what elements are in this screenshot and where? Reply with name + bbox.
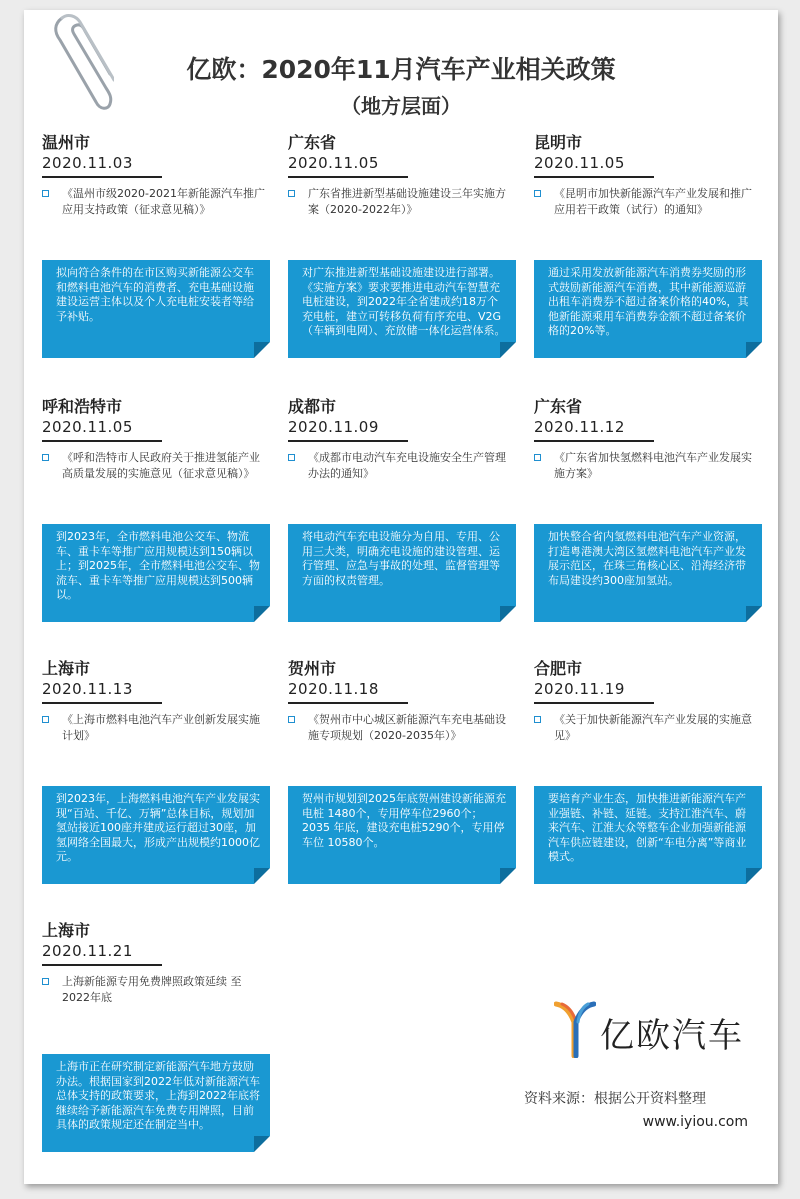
policy-summary-box xyxy=(42,260,270,358)
policy-summary: 贺州市规划到2025年底贺州建设新能源充电桩 1480个，专用停车位2960个；2035 年底，建设充电桩5290个，专用停车位 10580个。 xyxy=(302,792,506,849)
page-fold-icon xyxy=(254,1136,270,1152)
policy-summary-box xyxy=(42,1054,270,1152)
policy-date: 2020.11.19 xyxy=(534,680,625,698)
policy-city: 广东省 xyxy=(534,397,583,416)
policy-summary-box xyxy=(534,524,762,622)
square-bullet-icon xyxy=(42,190,49,197)
square-bullet-icon xyxy=(288,190,295,197)
policy-summary: 将电动汽车充电设施分为自用、专用、公用三大类，明确充电设施的建设管理、运行管理、应急与事故的处理、监督管理等方面的权责管理。 xyxy=(302,530,500,587)
date-underline xyxy=(42,702,162,704)
policy-date: 2020.11.05 xyxy=(534,154,625,172)
policy-city: 上海市 xyxy=(42,659,91,678)
page-fold-icon xyxy=(254,606,270,622)
policy-city: 上海市 xyxy=(42,921,91,940)
policy-document xyxy=(534,712,758,744)
policy-summary-box xyxy=(288,524,516,622)
logo-y-icon xyxy=(554,1000,596,1058)
policy-summary: 上海市正在研究制定新能源汽车地方鼓励办法。根据国家到2022年低对新能源汽车总体支持的政策要求，上海到2022年底将继续给予新能源汽车免费专用牌照，目前具体的政策规定还在制定当中。 xyxy=(56,1060,260,1131)
page-fold-icon xyxy=(254,342,270,358)
date-underline xyxy=(42,964,162,966)
policy-document-title: 《昆明市加快新能源汽车产业发展和推广应用若干政策（试行）的通知》 xyxy=(554,187,752,216)
square-bullet-icon xyxy=(288,716,295,723)
policy-document-title: 广东省推进新型基础设施建设三年实施方案（2020-2022年）》 xyxy=(308,187,506,216)
policy-date: 2020.11.09 xyxy=(288,418,379,436)
date-underline xyxy=(288,176,408,178)
policy-date: 2020.11.18 xyxy=(288,680,379,698)
website-link[interactable]: www.iyiou.com xyxy=(642,1114,748,1130)
page-fold-icon xyxy=(254,868,270,884)
policy-document xyxy=(534,186,758,218)
policy-card xyxy=(42,130,274,385)
policy-date: 2020.11.03 xyxy=(42,154,133,172)
policy-date: 2020.11.12 xyxy=(534,418,625,436)
policy-document-title: 《温州市级2020-2021年新能源汽车推广应用支持政策（征求意见稿）》 xyxy=(62,187,265,216)
policy-summary-box xyxy=(288,260,516,358)
policy-date: 2020.11.21 xyxy=(42,942,133,960)
policy-document-title: 《上海市燃料电池汽车产业创新发展实施计划》 xyxy=(62,713,260,742)
policy-card xyxy=(42,394,274,649)
policy-city: 昆明市 xyxy=(534,133,583,152)
policy-summary: 对广东推进新型基础设施建设进行部署。《实施方案》要求要推进电动汽车智慧充电桩建设，到2022年全省建成约18万个充电桩，建立可转移负荷有序充电、V2G（车辆到电网）、充放储一体化运营体系。 xyxy=(302,266,506,337)
policy-summary-box xyxy=(42,786,270,884)
policy-summary-box xyxy=(534,786,762,884)
policy-date: 2020.11.05 xyxy=(288,154,379,172)
date-underline xyxy=(288,702,408,704)
policy-city: 温州市 xyxy=(42,133,91,152)
policy-date: 2020.11.13 xyxy=(42,680,133,698)
policy-document-title: 上海新能源专用免费牌照政策延续 至2022年底 xyxy=(62,975,242,1004)
page-fold-icon xyxy=(746,606,762,622)
policy-summary: 拟向符合条件的在市区购买新能源公交车和燃料电池汽车的消费者、充电基础设施建设运营主体以及个人充电桩安装者等给予补贴。 xyxy=(56,266,254,323)
iyiou-auto-logo xyxy=(554,1000,754,1060)
policy-city: 合肥市 xyxy=(534,659,583,678)
source-note: 资料来源：根据公开资料整理 xyxy=(524,1091,706,1107)
policy-card xyxy=(534,130,766,385)
page-fold-icon xyxy=(746,342,762,358)
policy-summary-box xyxy=(42,524,270,622)
policy-document xyxy=(42,186,266,218)
policy-card xyxy=(42,656,274,911)
page-fold-icon xyxy=(500,868,516,884)
date-underline xyxy=(42,440,162,442)
policy-city: 贺州市 xyxy=(288,659,337,678)
square-bullet-icon xyxy=(42,978,49,985)
square-bullet-icon xyxy=(288,454,295,461)
policy-city: 成都市 xyxy=(288,397,337,416)
square-bullet-icon xyxy=(42,716,49,723)
square-bullet-icon xyxy=(534,190,541,197)
policy-summary-box xyxy=(534,260,762,358)
policy-sheet xyxy=(24,10,778,1184)
policy-document xyxy=(288,186,512,218)
policy-document xyxy=(42,974,266,1006)
page-fold-icon xyxy=(500,342,516,358)
page-fold-icon xyxy=(746,868,762,884)
page-fold-icon xyxy=(500,606,516,622)
policy-document-title: 《成都市电动汽车充电设施安全生产管理办法的通知》 xyxy=(308,451,506,480)
policy-summary: 要培育产业生态，加快推进新能源汽车产业强链、补链、延链。支持江淮汽车、蔚来汽车、江淮大众等整车企业加强新能源汽车供应链建设，创新“车电分离”等商业模式。 xyxy=(548,792,747,863)
policy-summary: 到2023年，上海燃料电池汽车产业发展实现“百站、千亿、万辆”总体目标，规划加氢站接近100座并建成运行超过30座，加氢网络全国最大，形成产出规模约1000亿元。 xyxy=(56,792,260,863)
page-title: 亿欧：2020年11月汽车产业相关政策 xyxy=(186,55,616,84)
policy-card xyxy=(288,656,520,911)
square-bullet-icon xyxy=(42,454,49,461)
policy-document-title: 《关于加快新能源汽车产业发展的实施意见》 xyxy=(554,713,752,742)
date-underline xyxy=(534,702,654,704)
policy-document xyxy=(288,712,512,744)
date-underline xyxy=(534,176,654,178)
square-bullet-icon xyxy=(534,454,541,461)
policy-summary-box xyxy=(288,786,516,884)
square-bullet-icon xyxy=(534,716,541,723)
policy-summary: 通过采用发放新能源汽车消费券奖励的形式鼓励新能源汽车消费，其中新能源巡游出租车消费券不超过备案价格的40%，其他新能源乘用车消费券金额不超过备案价格的20%等。 xyxy=(548,266,749,337)
policy-document-title: 《广东省加快氢燃料电池汽车产业发展实施方案》 xyxy=(554,451,752,480)
policy-summary: 加快整合省内氢燃料电池汽车产业资源，打造粤港澳大湾区氢燃料电池汽车产业发展示范区，在珠三角核心区、沿海经济带布局建设约300座加氢站。 xyxy=(548,530,746,587)
policy-city: 呼和浩特市 xyxy=(42,397,123,416)
policy-summary: 到2023年，全市燃料电池公交车、物流车、重卡车等推广应用规模达到150辆以上；到2025年，全市燃料电池公交车、物流车、重卡车等推广应用规模达到500辆以。 xyxy=(56,530,260,601)
policy-card xyxy=(534,656,766,911)
policy-card xyxy=(288,130,520,385)
policy-card xyxy=(534,394,766,649)
date-underline xyxy=(288,440,408,442)
date-underline xyxy=(534,440,654,442)
policy-card xyxy=(42,918,274,1173)
policy-card xyxy=(288,394,520,649)
policy-document-title: 《贺州市中心城区新能源汽车充电基础设施专项规划（2020-2035年）》 xyxy=(308,713,506,742)
page-subtitle: （地方层面） xyxy=(341,94,461,118)
policy-document-title: 《呼和浩特市人民政府关于推进氢能产业高质量发展的实施意见（征求意见稿）》 xyxy=(62,451,260,480)
policy-city: 广东省 xyxy=(288,133,337,152)
date-underline xyxy=(42,176,162,178)
policy-document xyxy=(534,450,758,482)
policy-document xyxy=(288,450,512,482)
policy-document xyxy=(42,450,266,482)
policy-date: 2020.11.05 xyxy=(42,418,133,436)
policy-document xyxy=(42,712,266,744)
logo-text: 亿欧汽车 xyxy=(600,1016,744,1056)
